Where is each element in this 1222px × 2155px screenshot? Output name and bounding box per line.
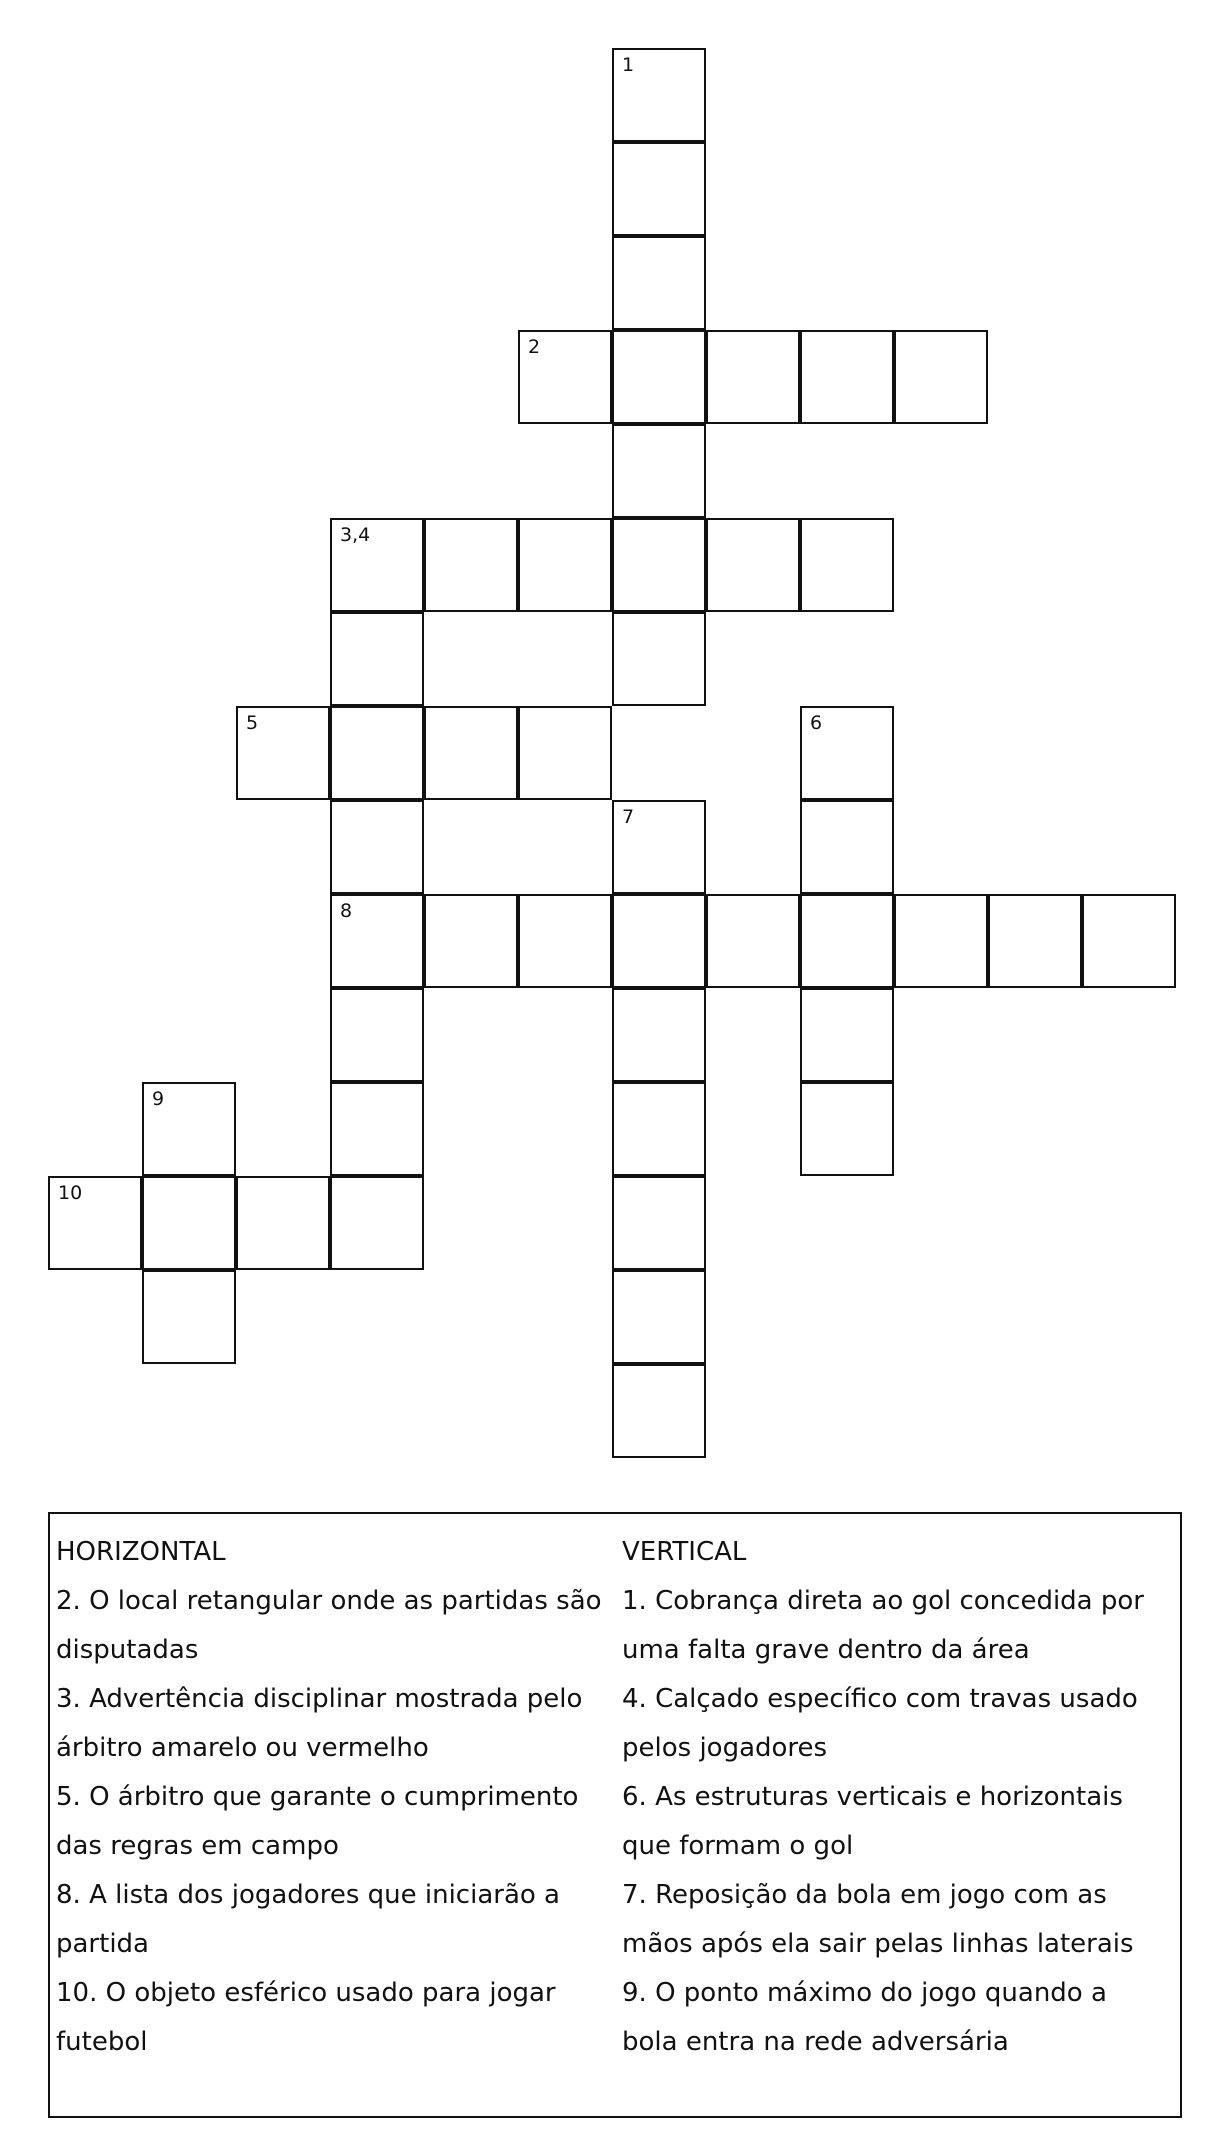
clue-number: 9	[152, 1088, 165, 1110]
grid-cell[interactable]	[612, 894, 706, 988]
grid-cell[interactable]	[612, 1270, 706, 1364]
grid-cell[interactable]	[330, 706, 424, 800]
grid-cell[interactable]	[800, 330, 894, 424]
grid-cell[interactable]	[612, 424, 706, 518]
vertical-clue: 7. Reposição da bola em jogo com as mãos após ela sair pelas linhas laterais	[622, 1880, 1134, 1959]
horizontal-heading: HORIZONTAL	[56, 1537, 226, 1567]
grid-cell[interactable]	[612, 518, 706, 612]
vertical-heading: VERTICAL	[622, 1537, 747, 1567]
horizontal-clue: 2. O local retangular onde as partidas são disputadas	[56, 1586, 602, 1665]
clues-box	[48, 1512, 1182, 2118]
grid-cell[interactable]	[330, 1176, 424, 1270]
grid-cell[interactable]	[330, 800, 424, 894]
horizontal-clue: 3. Advertência disciplinar mostrada pelo árbitro amarelo ou vermelho	[56, 1684, 583, 1763]
vertical-clues	[622, 1528, 1170, 2067]
grid-cell[interactable]	[706, 518, 800, 612]
clue-number: 2	[528, 336, 541, 358]
grid-cell[interactable]	[330, 988, 424, 1082]
horizontal-clue: 8. A lista dos jogadores que iniciarão a partida	[56, 1880, 560, 1959]
grid-cell[interactable]	[706, 894, 800, 988]
clue-number: 3,4	[340, 524, 371, 546]
grid-cell[interactable]	[612, 1364, 706, 1458]
grid-cell[interactable]	[612, 1176, 706, 1270]
grid-cell[interactable]	[800, 988, 894, 1082]
grid-cell[interactable]	[988, 894, 1082, 988]
grid-cell[interactable]	[612, 142, 706, 236]
grid-cell[interactable]	[612, 1082, 706, 1176]
grid-cell[interactable]	[612, 236, 706, 330]
grid-cell[interactable]	[330, 612, 424, 706]
clue-number: 10	[58, 1182, 83, 1204]
grid-cell[interactable]	[424, 518, 518, 612]
grid-cell[interactable]	[518, 518, 612, 612]
grid-cell[interactable]	[612, 330, 706, 424]
grid-cell[interactable]	[1082, 894, 1176, 988]
horizontal-clue: 5. O árbitro que garante o cumprimento das regras em campo	[56, 1782, 579, 1861]
horizontal-clue: 10. O objeto esférico usado para jogar futebol	[56, 1978, 556, 2057]
grid-cell[interactable]	[612, 612, 706, 706]
clue-number: 6	[810, 712, 823, 734]
grid-cell[interactable]	[424, 706, 518, 800]
grid-cell[interactable]	[142, 1082, 236, 1176]
grid-cell[interactable]	[142, 1176, 236, 1270]
grid-cell[interactable]	[800, 518, 894, 612]
grid-cell[interactable]	[894, 894, 988, 988]
grid-cell[interactable]	[800, 1082, 894, 1176]
grid-cell[interactable]	[706, 330, 800, 424]
grid-cell[interactable]	[518, 894, 612, 988]
clue-number: 8	[340, 900, 353, 922]
grid-cell[interactable]	[236, 706, 330, 800]
grid-cell[interactable]	[518, 706, 612, 800]
grid-cell[interactable]	[800, 800, 894, 894]
grid-cell[interactable]	[142, 1270, 236, 1364]
grid-cell[interactable]	[518, 330, 612, 424]
vertical-clue: 1. Cobrança direta ao gol concedida por uma falta grave dentro da área	[622, 1586, 1144, 1665]
horizontal-clues	[56, 1528, 612, 2067]
clue-number: 7	[622, 806, 635, 828]
grid-cell[interactable]	[330, 1082, 424, 1176]
vertical-clue: 4. Calçado específico com travas usado pelos jogadores	[622, 1684, 1138, 1763]
clue-number: 5	[246, 712, 259, 734]
grid-cell[interactable]	[800, 894, 894, 988]
grid-cell[interactable]	[236, 1176, 330, 1270]
grid-cell[interactable]	[330, 518, 424, 612]
grid-cell[interactable]	[800, 706, 894, 800]
grid-cell[interactable]	[424, 894, 518, 988]
grid-cell[interactable]	[612, 48, 706, 142]
grid-cell[interactable]	[894, 330, 988, 424]
vertical-clue: 9. O ponto máximo do jogo quando a bola entra na rede adversária	[622, 1978, 1107, 2057]
vertical-clue: 6. As estruturas verticais e horizontais que formam o gol	[622, 1782, 1123, 1861]
grid-cell[interactable]	[612, 800, 706, 894]
grid-cell[interactable]	[48, 1176, 142, 1270]
grid-cell[interactable]	[612, 988, 706, 1082]
clue-number: 1	[622, 54, 635, 76]
grid-cell[interactable]	[330, 894, 424, 988]
